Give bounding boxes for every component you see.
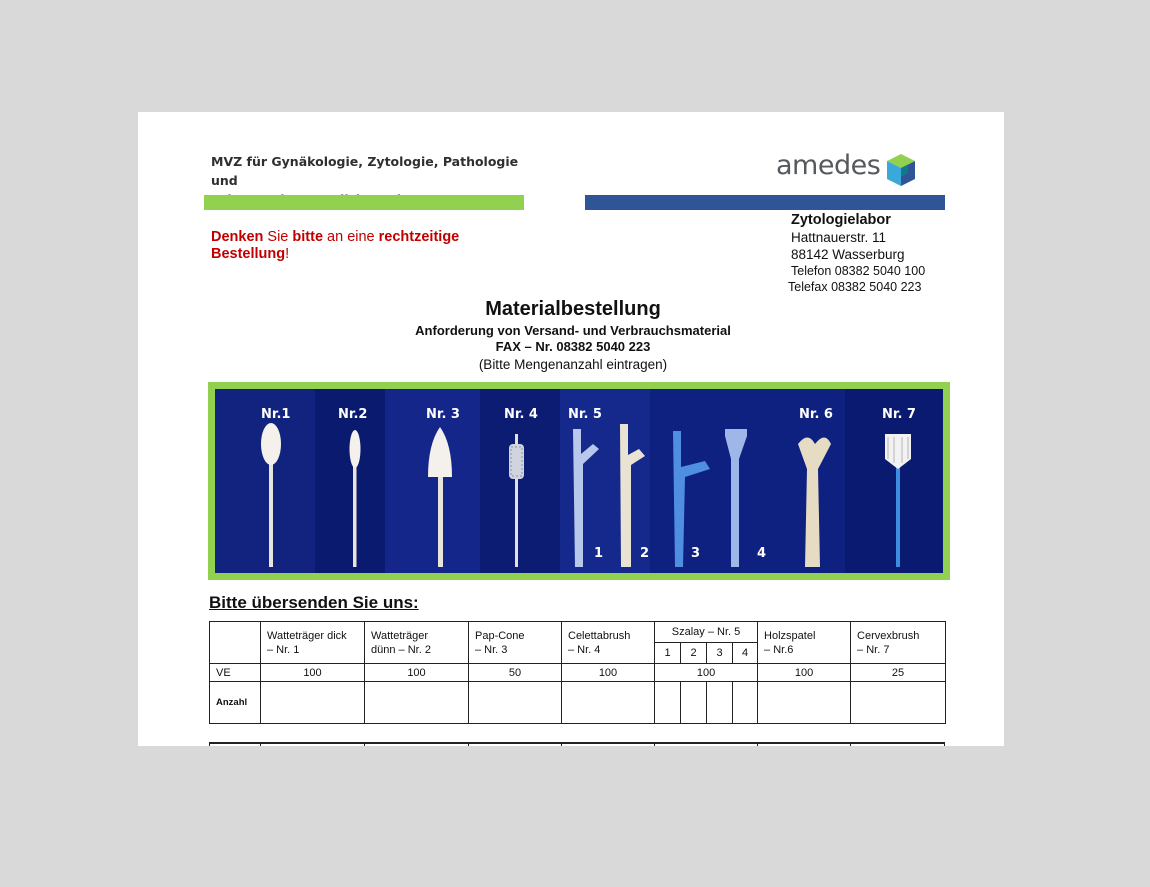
quantity-input-szalay-1[interactable]	[655, 682, 681, 724]
photo-label-2: Nr.2	[338, 407, 368, 422]
photo-label-6: Nr. 6	[799, 407, 833, 422]
photo-label-5: Nr. 5	[568, 407, 602, 422]
order-heading: Bitte übersenden Sie uns:	[209, 593, 419, 612]
quantity-input-nr2[interactable]	[365, 682, 469, 724]
lab-address	[788, 212, 991, 295]
table-row-anzahl	[210, 682, 946, 724]
photo-label-1: Nr.1	[261, 407, 291, 422]
table-header-row	[210, 622, 946, 643]
lab-city: 88142 Wasserburg	[791, 247, 905, 262]
ve-label: VE	[210, 664, 261, 682]
szalay-number-3: 3	[691, 546, 701, 561]
page-subtitle: Anforderung von Versand- und Verbrauchsmaterial	[415, 323, 731, 338]
header-watte-dick: Watteträger dick – Nr. 1	[261, 622, 365, 664]
ve-value-szalay: 100	[655, 664, 758, 682]
ve-value: 100	[758, 664, 851, 682]
quantity-input-nr3[interactable]	[469, 682, 562, 724]
corner-cell	[210, 622, 261, 664]
lab-phone: Telefon 08382 5040 100	[791, 264, 926, 278]
szalay-sub-4: 4	[733, 643, 758, 664]
cube-icon	[884, 152, 918, 188]
header-pap-cone: Pap-Cone – Nr. 3	[469, 622, 562, 664]
quantity-input-nr6[interactable]	[758, 682, 851, 724]
quantity-input-nr7[interactable]	[851, 682, 946, 724]
szalay-sub-3: 3	[707, 643, 733, 664]
quantity-input-szalay-3[interactable]	[707, 682, 733, 724]
amedes-logo	[776, 150, 926, 190]
ve-value: 25	[851, 664, 946, 682]
szalay-number-4: 4	[757, 546, 767, 561]
company-name: MVZ für Gynäkologie, Zytologie, Pathologie und	[211, 154, 519, 188]
quantity-input-nr1[interactable]	[261, 682, 365, 724]
header-cervexbrush: Cervexbrush – Nr. 7	[851, 622, 946, 664]
fax-number: FAX – Nr. 08382 5040 223	[495, 339, 651, 354]
ve-value: 50	[469, 664, 562, 682]
order-table	[209, 621, 946, 724]
lab-street: Hattnauerstr. 11	[791, 230, 887, 245]
page-title: Materialbestellung	[485, 298, 661, 320]
szalay-number-1: 1	[594, 546, 604, 561]
quantity-input-szalay-2[interactable]	[681, 682, 707, 724]
ve-value: 100	[261, 664, 365, 682]
blue-divider-bar	[585, 195, 945, 210]
szalay-number-2: 2	[640, 546, 650, 561]
header-holzspatel: Holzspatel – Nr.6	[758, 622, 851, 664]
quantity-input-szalay-4[interactable]	[733, 682, 758, 724]
szalay-sub-1: 1	[655, 643, 681, 664]
table-row-ve	[210, 664, 946, 682]
anzahl-label: Anzahl	[210, 682, 261, 724]
header-celettabrush: Celettabrush – Nr. 4	[562, 622, 655, 664]
quantity-input-nr4[interactable]	[562, 682, 655, 724]
lab-name: Zytologielabor	[791, 212, 891, 228]
header-watte-duenn: Watteträger dünn – Nr. 2	[365, 622, 469, 664]
next-table-edge	[209, 742, 945, 746]
logo-text: amedes	[776, 150, 881, 181]
order-reminder: Denken Sie bitte an eine rechtzeitige Bestellung!	[211, 229, 460, 262]
szalay-sub-2: 2	[681, 643, 707, 664]
lab-fax: Telefax 08382 5040 223	[788, 280, 922, 294]
quantity-hint: (Bitte Mengenanzahl eintragen)	[478, 357, 668, 372]
ve-value: 100	[562, 664, 655, 682]
green-divider-bar	[204, 195, 524, 210]
photo-label-4: Nr. 4	[504, 407, 538, 422]
photo-label-7: Nr. 7	[882, 407, 916, 422]
header-szalay: Szalay – Nr. 5	[655, 622, 758, 643]
product-photo	[208, 382, 950, 580]
ve-value: 100	[365, 664, 469, 682]
photo-label-3: Nr. 3	[426, 407, 460, 422]
document-page	[138, 112, 1004, 746]
